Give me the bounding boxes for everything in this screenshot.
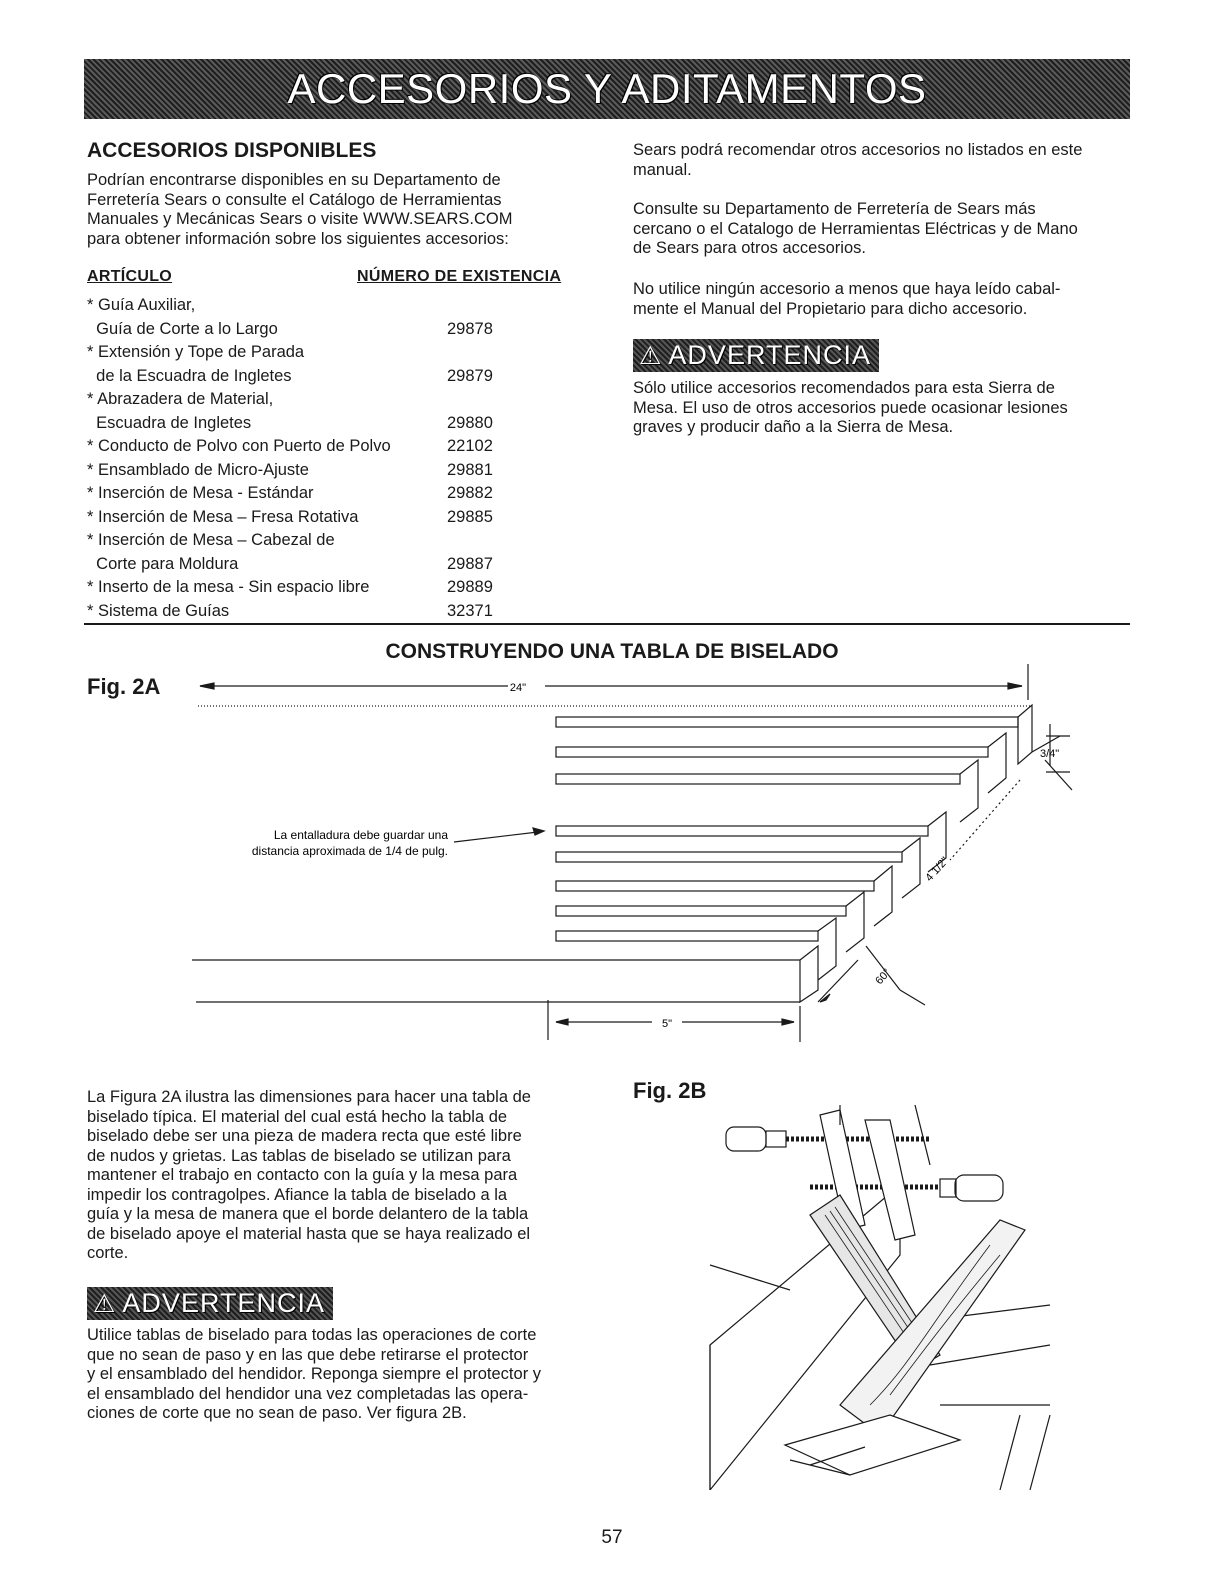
intro-line: Manuales y Mecánicas Sears o visite WWW.SEARS.COM (87, 210, 513, 228)
accessory-number: 29879 (447, 366, 493, 385)
accessory-number: 29889 (447, 578, 493, 596)
accessory-name: * Sistema de Guías (87, 601, 230, 620)
bottom-warning-text (87, 1326, 607, 1424)
accessory-name: * Conducto de Polvo con Puerto de Polvo (87, 437, 391, 455)
page-title: ACCESORIOS Y ADITAMENTOS (287, 65, 927, 112)
text-line: mente el Manual del Propietario para dicho accesorio. (633, 299, 1028, 318)
accessory-name: * Guía Auxiliar, (87, 296, 196, 314)
accessory-name: Escuadra de Ingletes (87, 413, 252, 432)
text-line: el ensamblado del hendidor una vez completadas las opera- (87, 1384, 529, 1403)
text-line: impedir los contragolpes. Afiance la tabla de biselado a la (87, 1185, 508, 1204)
column-header-number: NÚMERO DE EXISTENCIA (357, 268, 562, 285)
accessory-name: * Inserto de la mesa - Sin espacio libre (87, 578, 370, 596)
accessory-name: * Extensión y Tope de Parada (87, 343, 305, 361)
figure-label-2b: Fig. 2B (633, 1078, 707, 1103)
base-board-end (800, 946, 818, 1002)
section-title-tabla: CONSTRUYENDO UNA TABLA DE BISELADO (385, 640, 839, 663)
text-line: No utilice ningún accesorio a menos que haya leído cabal- (633, 280, 1061, 298)
text-line: corte. (87, 1244, 129, 1262)
text-line: cercano o el Catalogo de Herramientas Eléctricas y de Mano (633, 219, 1078, 238)
dimension-label-5: 5" (661, 1018, 673, 1030)
accessory-name: * Inserción de Mesa – Fresa Rotativa (87, 507, 359, 526)
text-line: guía y la mesa de manera que el borde delantero de la tabla (87, 1205, 529, 1223)
note-line: distancia aproximada de 1/4 de pulg. (251, 844, 448, 858)
warning-triangle-icon: ⚠ (639, 341, 663, 370)
accessory-name: * Ensamblado de Micro-Ajuste (87, 460, 309, 479)
text-line: Sólo utilice accesorios recomendados para esta Sierra de (633, 379, 1055, 397)
text-line: graves y producir daño a la Sierra de Mesa. (633, 418, 954, 436)
text-line: biselado debe ser una pieza de madera recta que esté libre (87, 1127, 522, 1145)
text-line: de Sears para otros accesorios. (633, 239, 866, 257)
arrow-head (782, 1019, 794, 1025)
accessory-name: Guía de Corte a lo Largo (87, 319, 278, 338)
figure-2a-description (87, 1088, 607, 1264)
figure-2b-featherboard-illustration (690, 1105, 1070, 1490)
accessory-number: 29882 (447, 484, 493, 502)
dimension-label-60: 60° (873, 966, 894, 988)
text-line: que no sean de paso y en las que debe retirarse el protector (87, 1345, 529, 1364)
accessory-number: 29880 (447, 413, 493, 432)
accessory-number: 29885 (447, 507, 493, 526)
accessory-number: 29881 (447, 460, 493, 479)
accessory-number: 32371 (447, 601, 493, 620)
note-leader (454, 832, 538, 842)
guide-line (1045, 760, 1072, 790)
accessory-name: * Inserción de Mesa – Cabezal de (87, 531, 335, 549)
arrow-head (1008, 683, 1022, 689)
intro-line: Ferretería Sears o consulte el Catálogo de Herramientas (87, 190, 502, 209)
text-line: y el ensamblado del hendidor. Reponga siempre el protector y (87, 1365, 542, 1383)
clamp-handle (955, 1175, 1003, 1201)
arrow-head (200, 683, 214, 689)
intro-line: para obtener información sobre los siguientes accesorios: (87, 229, 509, 248)
featherboard-fingers (556, 705, 1032, 980)
guide-line (900, 990, 925, 1005)
text-line: Consulte su Departamento de Ferretería de Sears más (633, 200, 1036, 218)
dimension-label-34: 3/4" (1040, 748, 1060, 760)
text-line: Mesa. El uso de otros accesorios puede ocasionar lesiones (633, 398, 1068, 417)
arrow-head (556, 1019, 568, 1025)
dimension-label-24: 24" (509, 682, 527, 694)
arrow-head (533, 828, 544, 835)
text-line: ciones de corte que no sean de paso. Ver figura 2B. (87, 1404, 467, 1422)
warning-banner (87, 1287, 333, 1320)
dimension-label-412: 4 1/2" (923, 854, 952, 885)
warning-triangle-icon: ⚠ (93, 1289, 117, 1318)
text-line: Utilice tablas de biselado para todas las operaciones de corte (87, 1326, 537, 1344)
column-header-article: ARTÍCULO (87, 268, 173, 285)
text-line: biselado típica. El material del cual está hecho la tabla de (87, 1107, 508, 1126)
guide-line (818, 960, 858, 1002)
accessory-name: Corte para Moldura (87, 554, 239, 573)
accessory-number: 29887 (447, 554, 493, 573)
accessory-number: 22102 (447, 437, 493, 455)
figure-label-2a: Fig. 2A (87, 674, 161, 699)
text-line: Sears podrá recomendar otros accesorios no listados en este (633, 141, 1083, 159)
text-line: La Figura 2A ilustra las dimensiones para hacer una tabla de (87, 1088, 531, 1106)
clamp-handle (726, 1127, 766, 1151)
board-stack (785, 1415, 960, 1475)
text-line: de biselado apoye el material hasta que se haya realizado el (87, 1224, 531, 1243)
accessory-name: * Abrazadera de Material, (87, 390, 274, 408)
accessory-name: de la Escuadra de Ingletes (87, 366, 292, 385)
accessory-name: * Inserción de Mesa - Estándar (87, 484, 314, 502)
note-line: La entalladura debe guardar una (273, 828, 448, 842)
warning-label: ADVERTENCIA (668, 340, 871, 370)
text-line: mantener el trabajo en contacto con la guía y la mesa para (87, 1166, 518, 1184)
guide-line (950, 780, 1020, 860)
section-title-accesorios: ACCESORIOS DISPONIBLES (87, 139, 377, 162)
warning-label: ADVERTENCIA (122, 1288, 325, 1318)
intro-line: Podrían encontrarse disponibles en su Departamento de (87, 171, 501, 189)
text-line: de nudos y grietas. Las tablas de biselado se utilizan para (87, 1146, 511, 1165)
text-line: manual. (633, 160, 692, 179)
accessory-number: 29878 (447, 319, 493, 338)
page-number: 57 (601, 1527, 623, 1548)
